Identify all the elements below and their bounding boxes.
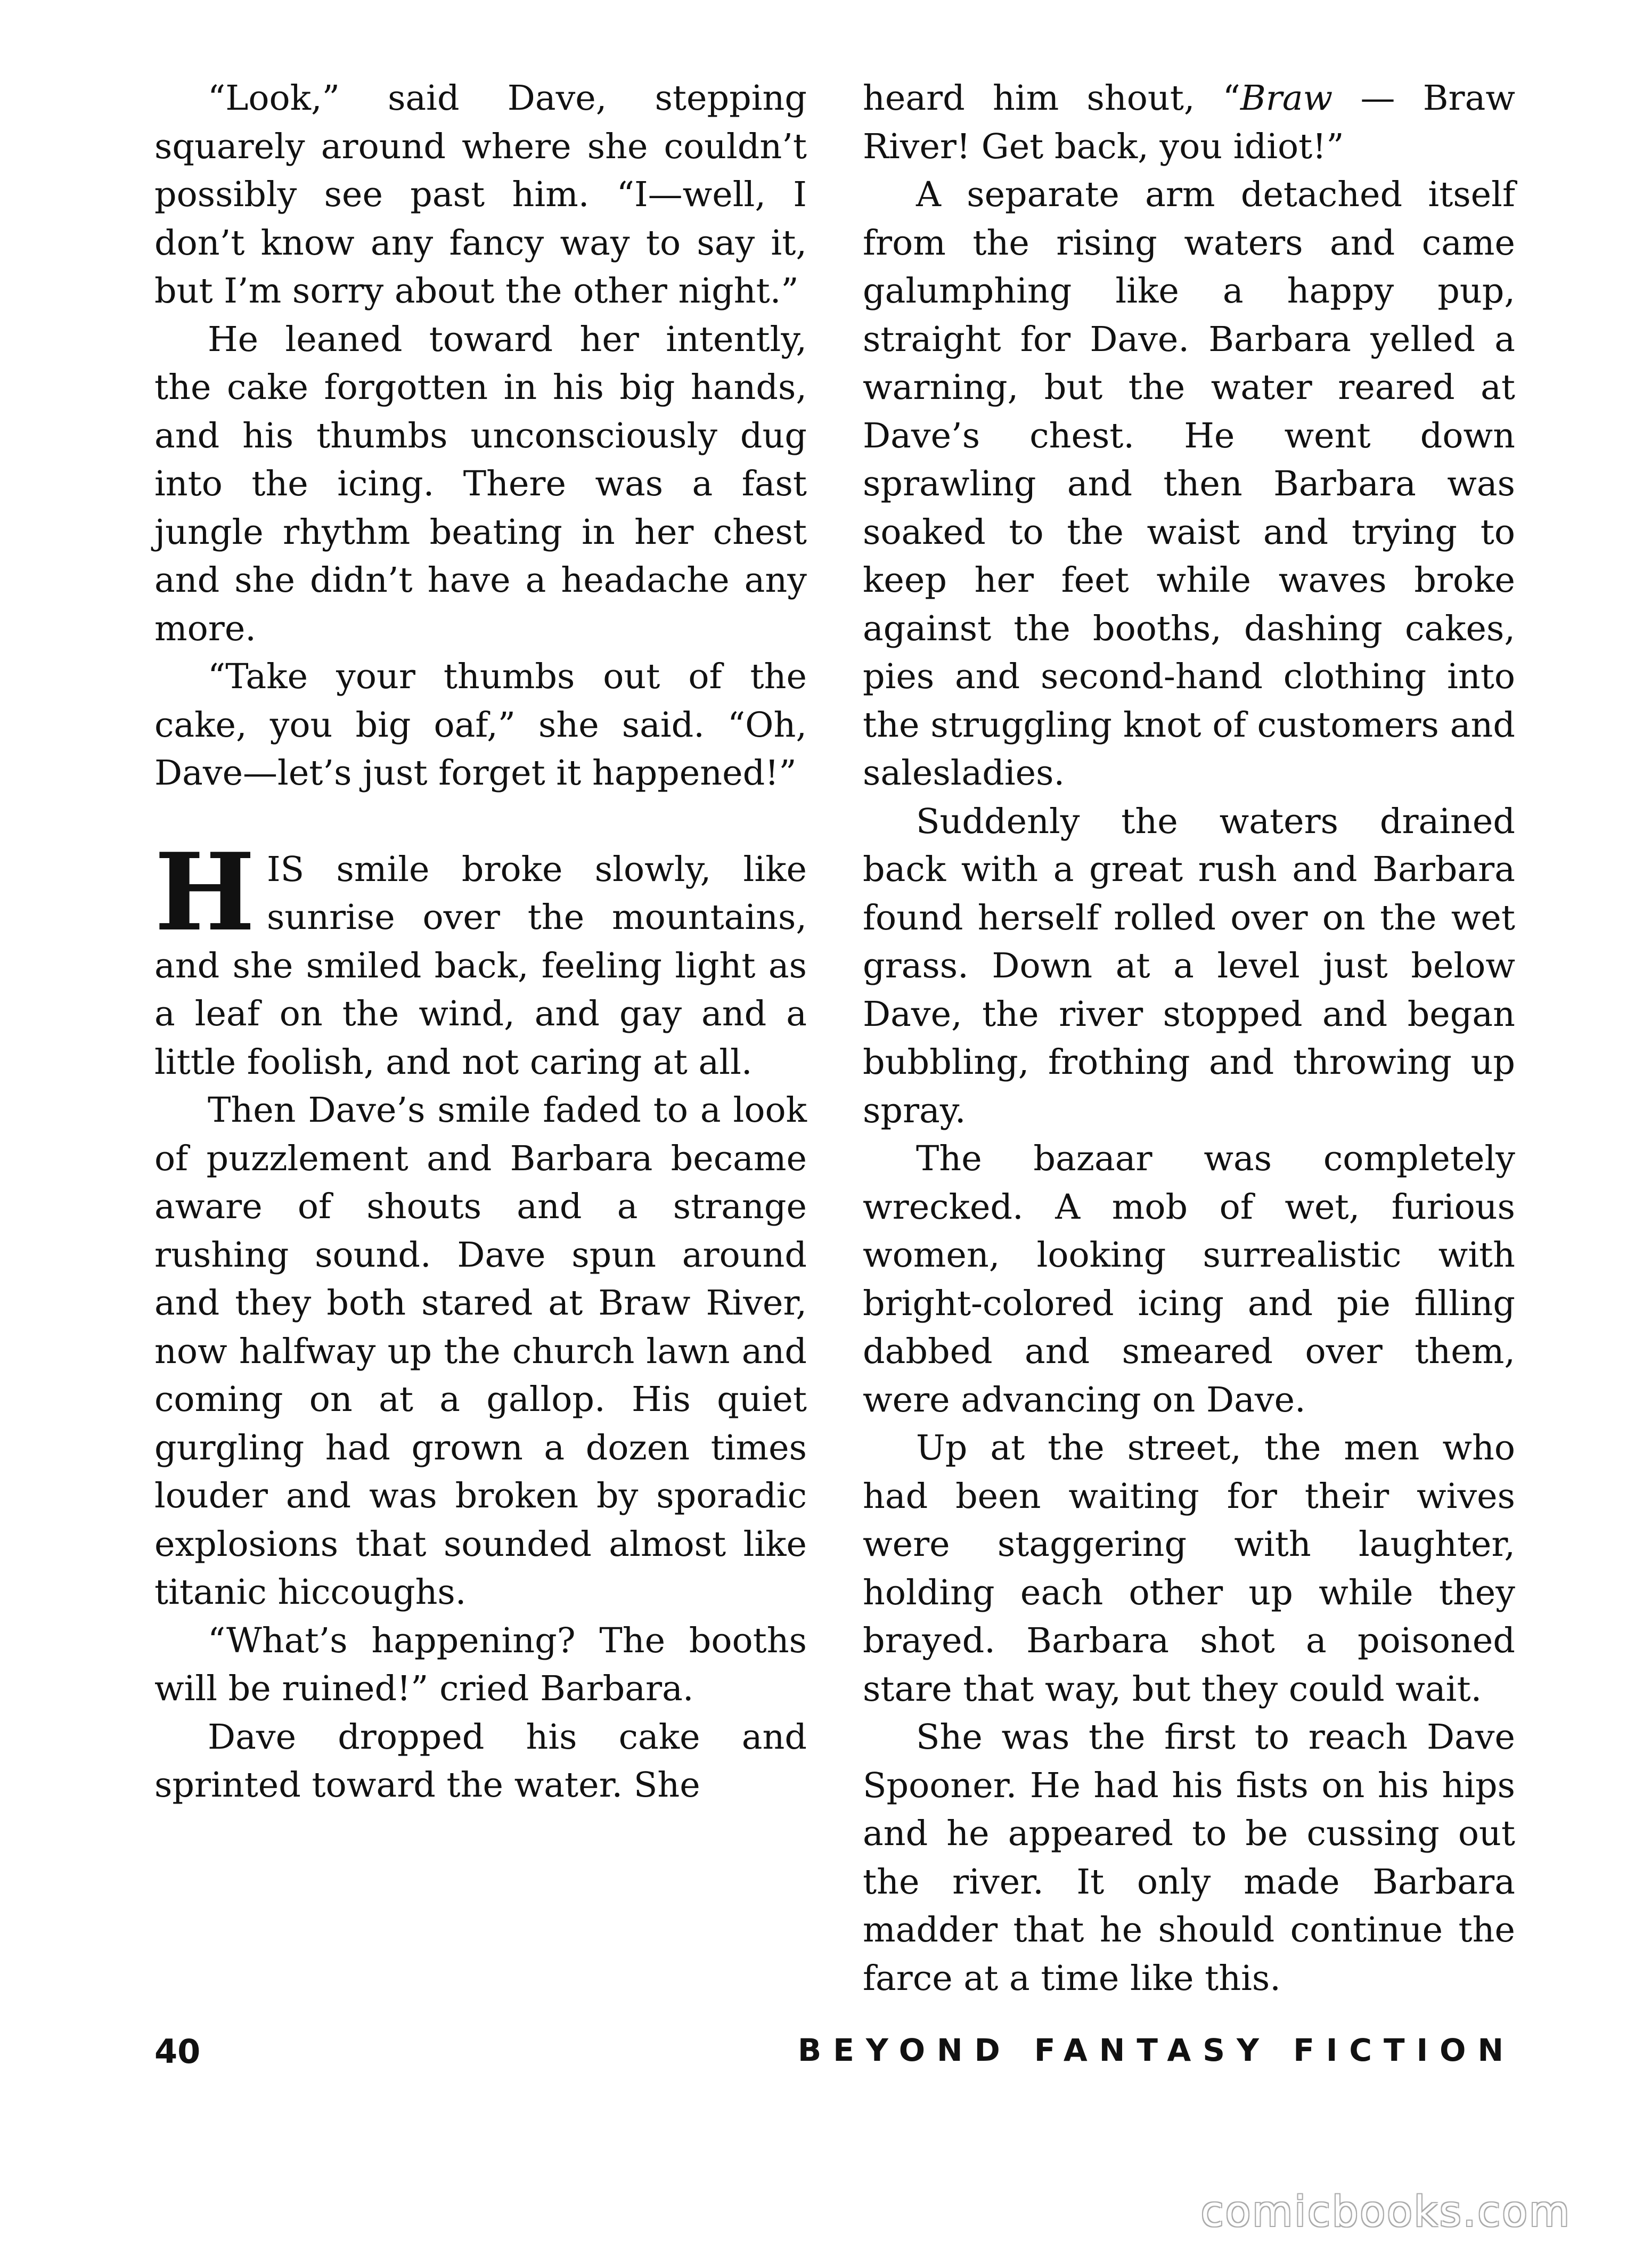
paragraph: Up at the street, the men who had been waiting for their wives were staggering with laughter, holding each other up while they brayed. Barbara shot a poisoned stare that way, but they could wait.	[863, 1428, 1515, 1709]
page-number: 40	[154, 2032, 201, 2071]
paragraph: The bazaar was completely wrecked. A mob of wet, furious women, looking surrealistic with bright-colored icing and pie filling dabbed and smeared over them, were advancing on Dave.	[863, 1139, 1515, 1420]
left-column	[154, 75, 807, 1810]
paragraph: Then Dave’s smile faded to a look of puzzlement and Barbara became aware of shouts and a strange rushing sound. Dave spun around and they both stared at Braw River, now halfway up the church lawn and coming on at a gallop. His quiet gurgling had grown a dozen times louder and was broken by sporadic explosions that sounded almost like titanic hiccoughs.	[154, 1090, 807, 1612]
paragraph: “Take your thumbs out of the cake, you big oaf,” she said. “Oh, Dave—let’s just forget it happened!”	[154, 657, 807, 793]
drop-cap: H	[154, 829, 255, 955]
paragraph: “What’s happening? The booths will be ruined!” cried Barbara.	[154, 1620, 807, 1709]
paragraph-text: heard him shout, “	[863, 78, 1241, 118]
paragraph: A separate arm detached itself from the rising waters and came galumphing like a happy pup, straight for Dave. Barbara yelled a warning, but the water reared at Dave’s chest. He went down sprawling and then Barbara was soaked to the waist and trying to keep her feet while waves broke against the booths, dashing cakes, pies and second-hand clothing into the struggling knot of customers and salesladies.	[863, 175, 1515, 793]
paragraph-text: IS smile broke slowly, like sunrise over the mountains, and she smiled back, feeling light as a leaf on the wind, and gay and a little foolish, and not caring at all.	[154, 849, 807, 1082]
italic-word: Braw	[1240, 78, 1333, 118]
paragraph: “Look,” said Dave, stepping squarely around where she couldn’t possibly see past him. “I—well, I don’t know any fancy way to say it, but I’m sorry about the other night.”	[154, 78, 807, 311]
paragraph	[863, 75, 1515, 171]
section-paragraph	[154, 829, 807, 1087]
page-footer	[154, 2032, 1515, 2080]
paragraph: He leaned toward her intently, the cake forgotten in his big hands, and his thumbs unconsciously dug into the icing. There was a fast jungle rhythm beating in her chest and she didn’t have a headache any more.	[154, 319, 807, 649]
paragraph: She was the first to reach Dave Spooner. He had his fists on his hips and he appeared to be cussing out the river. It only made Barbara madder that he should continue the farce at a time like this.	[863, 1717, 1515, 1998]
paragraph: Suddenly the waters drained back with a great rush and Barbara found herself rolled over on the wet grass. Down at a level just below Dave, the river stopped and began bubbling, frothing and throwing up spray.	[863, 801, 1515, 1131]
right-column	[863, 75, 1515, 2003]
paragraph: Dave dropped his cake and sprinted toward the water. She	[154, 1717, 807, 1805]
watermark: comicbooks.com	[1200, 2188, 1571, 2236]
paragraph-text: — Braw River! Get back, you idiot!”	[863, 78, 1515, 167]
magazine-title: BEYOND FANTASY FICTION	[797, 2032, 1515, 2068]
